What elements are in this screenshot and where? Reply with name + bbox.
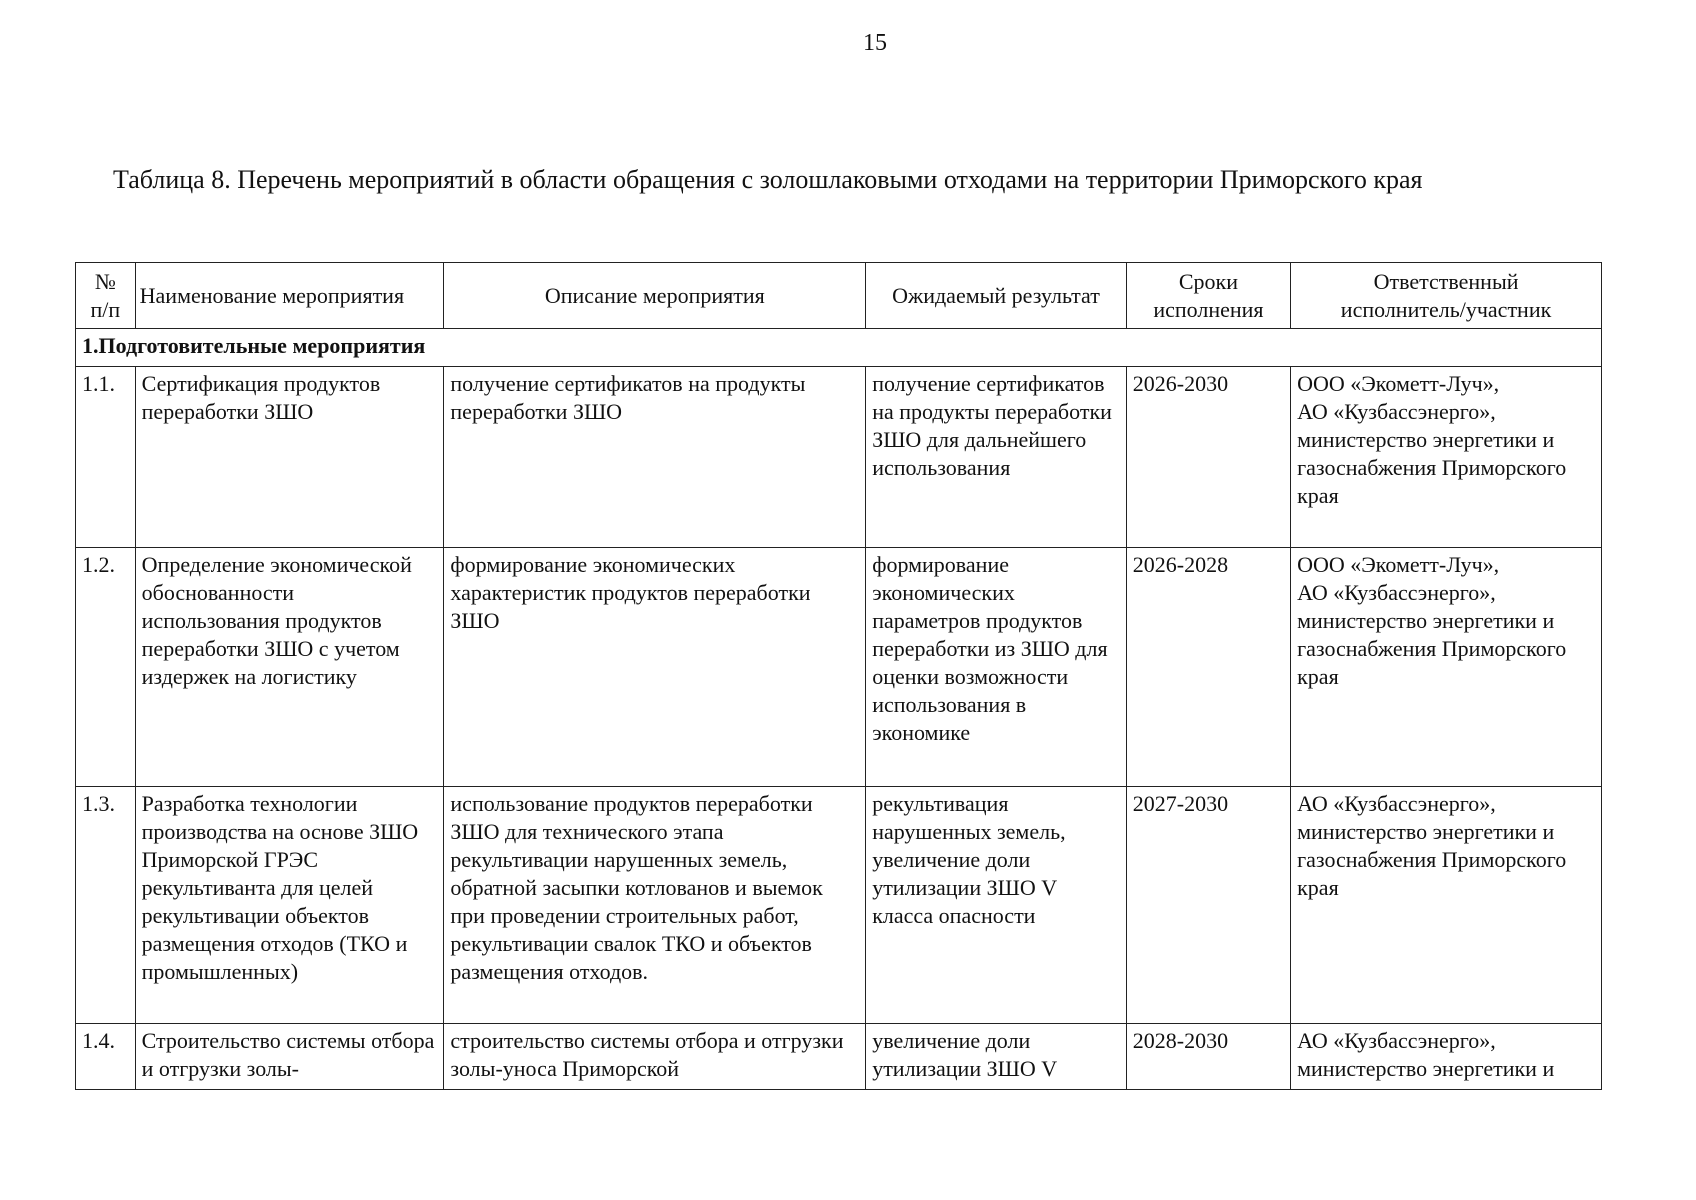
row-responsible: ООО «Экометт-Луч», АО «Кузбассэнерго», министерство энергетики и газоснабжения Приморского края (1291, 367, 1602, 548)
table-row (76, 367, 1602, 548)
row-term: 2027-2030 (1126, 787, 1290, 1024)
header-term: Сроки исполнения (1126, 263, 1290, 329)
header-responsible: Ответственный исполнитель/участник (1291, 263, 1602, 329)
measures-table (75, 262, 1602, 1090)
row-responsible: АО «Кузбассэнерго», министерство энергетики и (1291, 1024, 1602, 1090)
row-description: получение сертификатов на продукты переработки ЗШО (444, 367, 866, 548)
row-result: рекультивация нарушенных земель, увеличение доли утилизации ЗШО V класса опасности (866, 787, 1127, 1024)
row-result: получение сертификатов на продукты переработки ЗШО для дальнейшего использования (866, 367, 1127, 548)
row-description: использование продуктов переработки ЗШО для технического этапа рекультивации нарушенных земель, обратной засыпки котлованов и выемок при проведении строительных работ, рекультивации свалок ТКО и объектов размещения отходов. (444, 787, 866, 1024)
row-term: 2026-2028 (1126, 548, 1290, 787)
row-result: увеличение доли утилизации ЗШО V (866, 1024, 1127, 1090)
page-number: 15 (863, 30, 887, 56)
table-title: Таблица 8. Перечень мероприятий в области обращения с золошлаковыми отходами на территории Приморского края (113, 165, 1423, 194)
header-description: Описание мероприятия (444, 263, 866, 329)
row-responsible: ООО «Экометт-Луч», АО «Кузбассэнерго», министерство энергетики и газоснабжения Приморского края (1291, 548, 1602, 787)
row-name: Строительство системы отбора и отгрузки золы- (135, 1024, 444, 1090)
table-header-row (76, 263, 1602, 329)
row-num: 1.3. (76, 787, 136, 1024)
row-name: Разработка технологии производства на основе ЗШО Приморской ГРЭС рекультиванта для целей рекультивации объектов размещения отходов (ТКО и промышленных) (135, 787, 444, 1024)
row-num: 1.1. (76, 367, 136, 548)
row-term: 2026-2030 (1126, 367, 1290, 548)
row-name: Определение экономической обоснованности использования продуктов переработки ЗШО с учетом издержек на логистику (135, 548, 444, 787)
row-responsible: АО «Кузбассэнерго», министерство энергетики и газоснабжения Приморского края (1291, 787, 1602, 1024)
table-row (76, 548, 1602, 787)
row-description: строительство системы отбора и отгрузки золы-уноса Приморской (444, 1024, 866, 1090)
row-term: 2028-2030 (1126, 1024, 1290, 1090)
section-title: 1.Подготовительные мероприятия (76, 329, 1602, 367)
row-num: 1.2. (76, 548, 136, 787)
row-description: формирование экономических характеристик продуктов переработки ЗШО (444, 548, 866, 787)
header-result: Ожидаемый результат (866, 263, 1127, 329)
row-num: 1.4. (76, 1024, 136, 1090)
table-row (76, 787, 1602, 1024)
section-row (76, 329, 1602, 367)
row-name: Сертификация продуктов переработки ЗШО (135, 367, 444, 548)
row-result: формирование экономических параметров продуктов переработки из ЗШО для оценки возможности использования в экономике (866, 548, 1127, 787)
header-name: Наименование мероприятия (135, 263, 444, 329)
table-row (76, 1024, 1602, 1090)
header-num: № п/п (76, 263, 136, 329)
